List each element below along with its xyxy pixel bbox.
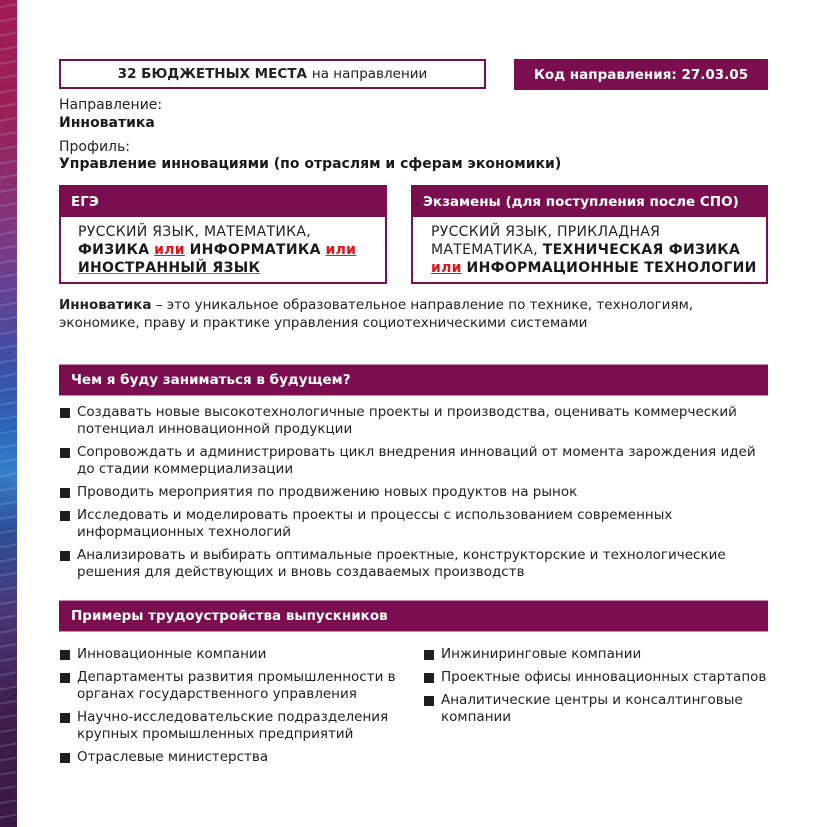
jobs-section-header [59, 600, 768, 632]
profile-value: Управление инновациями (по отраслям и сферам экономики) [59, 156, 562, 172]
ege-exams-title: ЕГЭ [71, 194, 99, 210]
future-section-title: Чем я буду заниматься в будущем? [71, 372, 351, 388]
spo-exams-header [413, 187, 766, 217]
direction-code-label: Код направления: 27.03.05 [533, 66, 749, 83]
profile-label: Профиль: [59, 139, 130, 155]
list-item: Департаменты развития промышленности в органах государственного управления [59, 669, 409, 703]
ege-exams-subjects [61, 217, 385, 277]
description-term: Инноватика [59, 297, 152, 313]
spo-subjects-line1: РУССКИЙ ЯЗЫК, ПРИКЛАДНАЯ [431, 224, 661, 240]
ege-exams-box [59, 185, 387, 284]
budget-places-count: 32 БЮДЖЕТНЫХ МЕСТА [117, 66, 307, 82]
description-text: – это уникальное образовательное направление по технике, технологиям, экономике, праву и практике управления социотехническими системами [59, 297, 694, 331]
list-item: Сопровождать и администрировать цикл внедрения инноваций от момента зарождения идей до стадии коммерциализации [59, 444, 771, 478]
direction-value: Инноватика [59, 115, 155, 131]
spo-exams-subjects [413, 217, 766, 277]
spo-subjects-line2: МАТЕМАТИКА, [431, 242, 539, 258]
jobs-section-title: Примеры трудоустройства выпускников [71, 608, 388, 624]
decorative-side-stripe [0, 0, 17, 827]
spo-exams-box [411, 185, 768, 284]
direction-label: Направление: [59, 97, 163, 113]
list-item: Анализировать и выбирать оптимальные проектные, конструкторские и технологические решения для действующих и вновь создаваемых производств [59, 547, 771, 581]
list-item: Научно-исследовательские подразделения крупных промышленных предприятий [59, 709, 409, 743]
spo-subject-tech-physics: ТЕХНИЧЕСКАЯ ФИЗИКА [542, 242, 741, 258]
ege-or-2: или [325, 242, 357, 258]
list-item: Инжиниринговые компании [423, 646, 773, 663]
list-item: Проводить мероприятия по продвижению новых продуктов на рынок [59, 484, 771, 501]
future-activities-list [59, 404, 771, 587]
ege-subject-foreign-language: ИНОСТРАННЫЙ ЯЗЫК [78, 260, 261, 276]
ege-subject-informatics: ИНФОРМАТИКА [189, 242, 321, 258]
spo-exams-title: Экзамены (для поступления после СПО) [423, 194, 739, 210]
jobs-list-left [59, 646, 409, 772]
ege-or-1: или [154, 242, 185, 258]
list-item: Аналитические центры и консалтинговые компании [423, 692, 773, 726]
direction-description [59, 296, 771, 332]
list-item: Отраслевые министерства [59, 749, 409, 766]
budget-places-box [59, 59, 486, 89]
list-item: Исследовать и моделировать проекты и процессы с использованием современных информационных технологий [59, 507, 771, 541]
spo-or-1: или [431, 260, 462, 276]
list-item: Создавать новые высокотехнологичные проекты и производства, оценивать коммерческий потенциал инновационной продукции [59, 404, 771, 438]
ege-subject-physics: ФИЗИКА [78, 242, 150, 258]
ege-exams-header [61, 187, 385, 217]
spo-subject-it: ИНФОРМАЦИОННЫЕ ТЕХНОЛОГИИ [466, 260, 757, 276]
list-item: Инновационные компании [59, 646, 409, 663]
jobs-list-right [423, 646, 773, 732]
ege-subjects-line1: РУССКИЙ ЯЗЫК, МАТЕМАТИКА, [78, 224, 311, 240]
direction-code-badge [514, 59, 768, 90]
budget-places-suffix: на направлении [311, 66, 428, 82]
list-item: Проектные офисы инновационных стартапов [423, 669, 773, 686]
future-section-header [59, 364, 768, 396]
